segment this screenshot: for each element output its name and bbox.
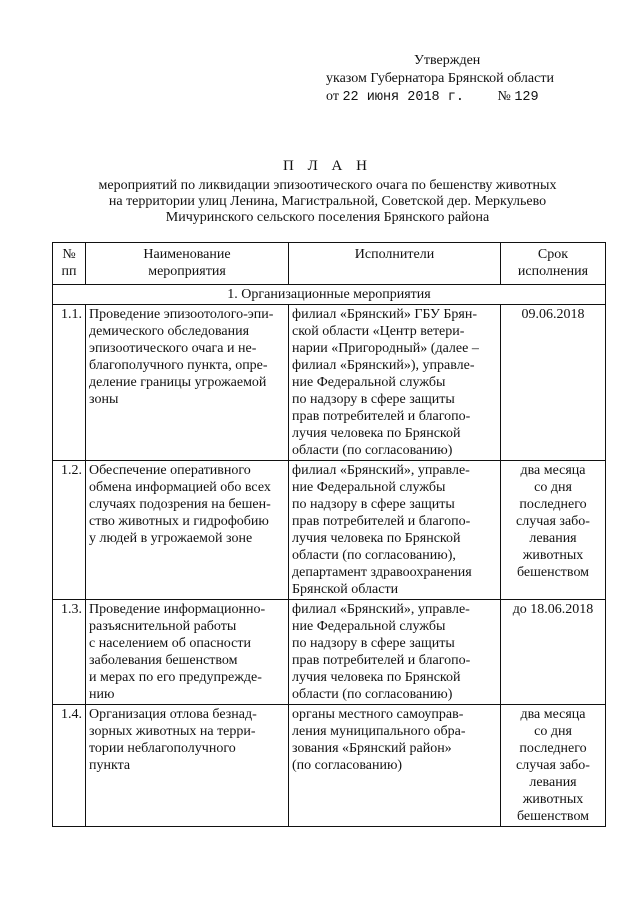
row-term-line: 09.06.2018 [521, 307, 585, 322]
plan-heading: П Л А Н [283, 158, 372, 174]
row-name-line: заболевания бешенством [89, 653, 238, 668]
row-number: 1.3. [53, 600, 86, 705]
row-executors-line: прав потребителей и благопо- [292, 653, 471, 668]
table-row [53, 600, 606, 705]
row-term-line: два месяца [520, 707, 586, 722]
row-name-line: Проведение эпизоотолого-эпи- [89, 307, 274, 322]
title-line-1: мероприятий по ликвидации эпизоотического очага по бешенству животных [98, 178, 557, 193]
row-name-line: ство животных и гидрофобию [89, 514, 269, 529]
row-executors [289, 600, 501, 705]
title-line-2: на территории улиц Ленина, Магистральной, Советской дер. Меркульево [108, 194, 547, 209]
approval-date-line [326, 88, 616, 107]
row-executors-line: области (по согласованию) [292, 443, 453, 458]
row-name [86, 600, 289, 705]
row-name-line: Обеспечение оперативного [89, 463, 251, 478]
row-executors [289, 461, 501, 600]
row-term [501, 305, 606, 461]
table-header-row [53, 243, 606, 285]
row-name-line: у людей в угрожаемой зоне [89, 531, 253, 546]
row-executors-line: (по согласованию) [292, 758, 403, 773]
row-name-line: Проведение информационно- [89, 602, 266, 617]
row-executors-line: по надзору в сфере защиты [292, 497, 455, 512]
approval-date-value: 22 июня 2018 г. [342, 90, 464, 105]
title-line-3: Мичуринского сельского поселения Брянского района [165, 210, 490, 225]
row-executors-line: по надзору в сфере защиты [292, 636, 455, 651]
approval-date-prefix: от [326, 89, 339, 104]
row-term-line: со дня [534, 480, 572, 495]
row-term-line: последнего [519, 741, 587, 756]
row-executors-line: филиал «Брянский», управле- [292, 463, 470, 478]
row-term-line: последнего [519, 497, 587, 512]
row-number: 1.2. [53, 461, 86, 600]
row-name-line: тории неблагополучного [89, 741, 236, 756]
approval-line-decree: указом Губернатора Брянской области [326, 71, 554, 86]
row-term-line: со дня [534, 724, 572, 739]
row-term-line: животных [522, 792, 584, 807]
row-name-line: обмена информацией обо всех [89, 480, 271, 495]
row-executors-line: нарии «Пригородный» (далее – [292, 341, 479, 356]
row-term-line: случая забо- [516, 514, 590, 529]
table-row [53, 461, 606, 600]
approval-number-value: 129 [514, 90, 539, 105]
row-name-line: зоны [89, 392, 119, 407]
row-name-line: разъяснительной работы [89, 619, 237, 634]
row-executors-line: области (по согласованию), [292, 548, 456, 563]
row-number: 1.1. [53, 305, 86, 461]
row-executors-line: по надзору в сфере защиты [292, 392, 455, 407]
row-term-line: левания [529, 775, 577, 790]
table-row [53, 305, 606, 461]
row-executors-line: органы местного самоуправ- [292, 707, 464, 722]
row-executors-line: лучия человека по Брянской [292, 426, 461, 441]
row-executors [289, 705, 501, 827]
header-term: Срок исполнения [501, 243, 606, 285]
row-executors [289, 305, 501, 461]
row-name [86, 461, 289, 600]
row-executors-line: зования «Брянский район» [292, 741, 452, 756]
row-executors-line: области (по согласованию) [292, 687, 453, 702]
row-name [86, 305, 289, 461]
row-executors-line: филиал «Брянский», управле- [292, 602, 470, 617]
row-executors-line: ние Федеральной службы [292, 480, 446, 495]
table-row [53, 705, 606, 827]
row-executors-line: департамент здравоохранения [292, 565, 472, 580]
row-number: 1.4. [53, 705, 86, 827]
row-executors-line: прав потребителей и благопо- [292, 409, 471, 424]
header-executors: Исполнители [289, 243, 501, 285]
row-term [501, 461, 606, 600]
row-executors-line: филиал «Брянский»), управле- [292, 358, 475, 373]
row-name-line: благополучного пункта, опре- [89, 358, 268, 373]
row-executors-line: ние Федеральной службы [292, 375, 446, 390]
row-term-line: два месяца [520, 463, 586, 478]
approval-stamp [326, 52, 616, 107]
row-executors-line: лучия человека по Брянской [292, 531, 461, 546]
row-name-line: с населением об опасности [89, 636, 251, 651]
document-title [60, 158, 595, 226]
row-term-line: левания [529, 531, 577, 546]
row-name-line: эпизоотического очага и не- [89, 341, 257, 356]
row-executors-line: лучия человека по Брянской [292, 670, 461, 685]
row-executors-line: филиал «Брянский» ГБУ Брян- [292, 307, 478, 322]
row-term-line: животных [522, 548, 584, 563]
row-name-line: случаях подозрения на бешен- [89, 497, 271, 512]
row-name-line: нию [89, 687, 115, 702]
row-name-line: деление границы угрожаемой [89, 375, 267, 390]
row-term-line: случая забо- [516, 758, 590, 773]
row-executors-line: Брянской области [292, 582, 399, 597]
row-name-line: Организация отлова безнад- [89, 707, 257, 722]
row-name [86, 705, 289, 827]
row-executors-line: ской области «Центр ветери- [292, 324, 465, 339]
row-name-line: пункта [89, 758, 131, 773]
header-num: № пп [53, 243, 86, 285]
row-executors-line: ние Федеральной службы [292, 619, 446, 634]
row-term-line: бешенством [516, 809, 590, 824]
row-executors-line: ления муниципального обра- [292, 724, 466, 739]
row-term-line: бешенством [516, 565, 590, 580]
row-name-line: демического обследования [89, 324, 250, 339]
row-executors-line: прав потребителей и благопо- [292, 514, 471, 529]
row-name-line: зорных животных на терри- [89, 724, 256, 739]
row-name-line: и мерах по его предупрежде- [89, 670, 262, 685]
row-term-line: до 18.06.2018 [512, 602, 594, 617]
section-title: 1. Организационные мероприятия [53, 285, 606, 305]
approval-line-approved: Утвержден [414, 53, 481, 68]
row-term [501, 600, 606, 705]
header-name: Наименование мероприятия [86, 243, 289, 285]
approval-number-label: № [497, 89, 511, 104]
row-term [501, 705, 606, 827]
section-row [53, 285, 606, 305]
plan-table [52, 242, 606, 827]
